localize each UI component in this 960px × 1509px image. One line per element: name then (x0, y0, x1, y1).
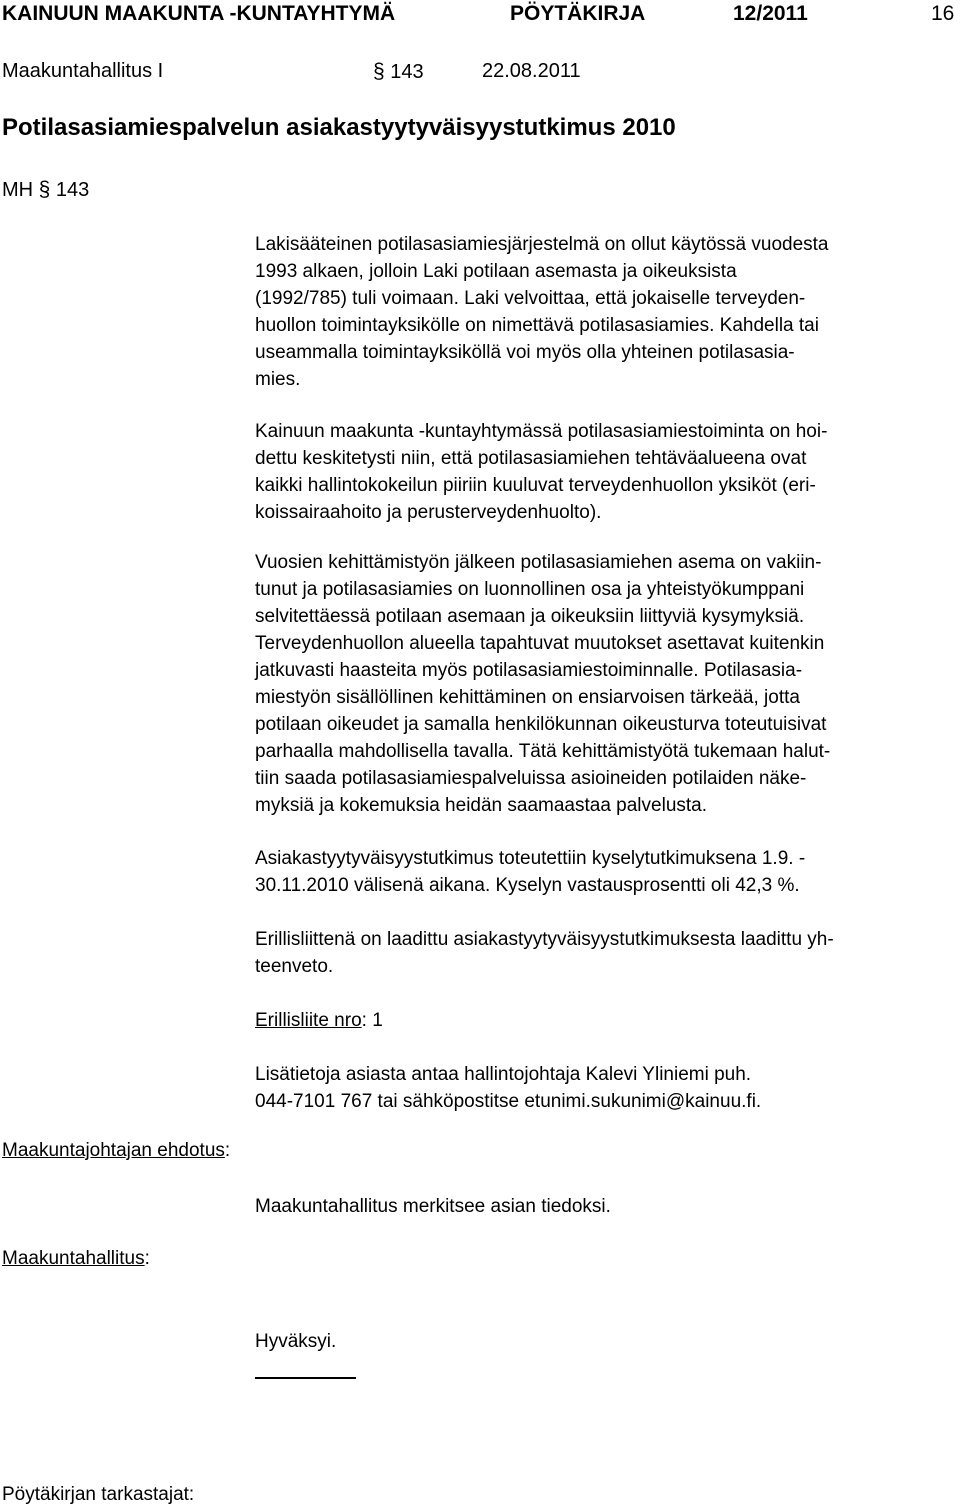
paragraph-5 (255, 926, 960, 980)
contact-info (255, 1061, 960, 1115)
attachment-label: Erillisliite nro (255, 1010, 362, 1031)
text-line: useammalla toimintayksiköllä voi myös olla yhteinen potilasasia- (255, 342, 795, 363)
reference-number: 143 (55, 179, 90, 201)
text-line: potilaan oikeudet ja samalla henkilökunnan oikeusturva toteutuisivat (255, 714, 827, 735)
section-number: 143 (390, 61, 424, 83)
text-line: huollon toimintayksikölle on nimettävä potilasasiamies. Kahdella tai (255, 315, 819, 336)
proposal-label (2, 1140, 230, 1162)
paragraph-3 (255, 549, 960, 819)
text-line: 044-7101 767 tai sähköpostitse etunimi.sukunimi@kainuu.fi. (255, 1091, 762, 1112)
text-line: tunut ja potilasasiamies on luonnollinen osa ja yhteistyökumppani (255, 579, 805, 600)
reference-prefix: MH (2, 179, 34, 201)
text-line: 30.11.2010 välisenä aikana. Kyselyn vastausprosentti oli 42,3 %. (255, 875, 800, 896)
decision-underline (255, 1377, 356, 1379)
meeting-section (373, 60, 424, 84)
text-line: 1993 alkaen, jolloin Laki potilaan asemasta ja oikeuksista (255, 261, 737, 282)
paragraph-4 (255, 845, 960, 899)
decision-label-text: Maakuntahallitus (2, 1248, 145, 1269)
organization-name: KAINUUN MAAKUNTA -KUNTAYHTYMÄ (2, 2, 396, 25)
text-line: Kainuun maakunta -kuntayhtymässä potilasasiamiestoiminta on hoi- (255, 421, 828, 442)
text-line: selvitettäessä potilaan asemaan ja oikeuksiin liittyviä kysymyksiä. (255, 606, 805, 627)
text-line: kaikki hallintokokeilun piiriin kuuluvat terveydenhuollon yksiköt (eri- (255, 475, 816, 496)
section-symbol: § (373, 60, 385, 83)
text-line: tiin saada potilasasiamiespalveluissa asioineiden potilaiden näke- (255, 768, 807, 789)
section-reference (2, 178, 89, 202)
paragraph-1 (255, 231, 960, 393)
text-line: Asiakastyytyväisyystutkimus toteutettiin kyselytutkimuksena 1.9. - (255, 848, 806, 869)
text-line: jatkuvasti haasteita myös potilasasiamiestoiminnalle. Potilasasia- (255, 660, 803, 681)
decision-label-colon: : (144, 1248, 150, 1269)
text-line: teenveto. (255, 956, 334, 977)
proposal-text (255, 1193, 960, 1220)
text-line: Lakisääteinen potilasasiamiesjärjestelmä on ollut käytössä vuodesta (255, 234, 829, 255)
document-number: 12/2011 (733, 2, 808, 25)
text-line: Erillisliittenä on laadittu asiakastyytyväisyystutkimuksesta laadittu yh- (255, 929, 834, 950)
text-line: Vuosien kehittämistyön jälkeen potilasasiamiehen asema on vakiin- (255, 552, 822, 573)
paragraph-2 (255, 418, 960, 526)
attachment-value: : 1 (361, 1010, 383, 1031)
text-line: parhaalla mahdollisella tavalla. Tätä kehittämistyötä tukemaan halut- (255, 741, 831, 762)
text-line: (1992/785) tuli voimaan. Laki velvoittaa, että jokaiselle terveyden- (255, 288, 806, 309)
proposal-label-text: Maakuntajohtajan ehdotus (2, 1140, 225, 1161)
proposal-label-colon: : (224, 1140, 231, 1161)
attachment-reference (255, 1007, 960, 1034)
text-line: dettu keskitetysti niin, että potilasasiamiehen tehtäväalueena ovat (255, 448, 807, 469)
meeting-body: Maakuntahallitus I (2, 60, 164, 82)
text-line: Terveydenhuollon alueella tapahtuvat muutokset asettavat kuitenkin (255, 633, 825, 654)
document-type: PÖYTÄKIRJA (510, 2, 646, 25)
footer-label: Pöytäkirjan tarkastajat: (2, 1484, 195, 1505)
text-line: myksiä ja kokemuksia heidän saamaastaa palvelusta. (255, 795, 708, 816)
section-symbol: § (38, 178, 51, 201)
text-line: koissairaahoito ja perusterveydenhuolto). (255, 502, 602, 523)
page-number: 16 (931, 2, 955, 25)
attachment-line (255, 1007, 960, 1034)
text-line: Maakuntahallitus merkitsee asian tiedoksi. (255, 1196, 611, 1217)
decision-label (2, 1248, 150, 1270)
page-title: Potilasasiamiespalvelun asiakastyytyväisyystutkimus 2010 (2, 114, 676, 141)
text-line: Hyväksyi. (255, 1331, 337, 1352)
decision-text (255, 1328, 960, 1355)
text-line: Lisätietoja asiasta antaa hallintojohtaja Kalevi Yliniemi puh. (255, 1064, 752, 1085)
meeting-date: 22.08.2011 (482, 60, 581, 82)
text-line: miestyön sisällöllinen kehittäminen on ensiarvoisen tärkeää, jotta (255, 687, 800, 708)
text-line: mies. (255, 369, 301, 390)
